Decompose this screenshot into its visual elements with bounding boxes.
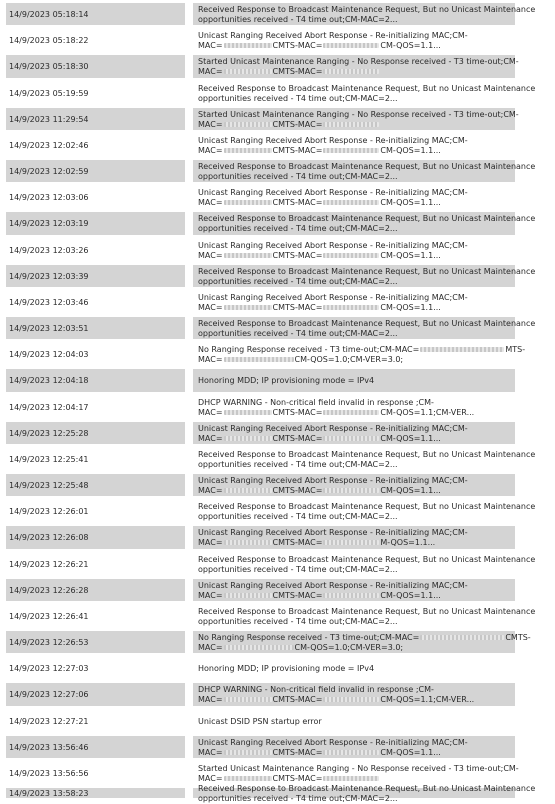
log-row [0,446,555,472]
log-text-segment: Received Response to Broadcast Maintenance Request, But no Unicast Maintenance [198,83,536,93]
log-text-segment: CMTS-MAC= [272,67,323,76]
log-description-line [198,449,536,460]
log-description [192,499,536,523]
log-timestamp: 14/9/2023 12:03:26 [5,238,186,262]
log-description-line [198,120,511,130]
log-text-segment: Received Response to Broadcast Maintenance Request, But no Unicast Maintenance [198,266,536,276]
log-description-line [198,344,526,355]
log-text-segment: CMTS-MAC= [272,145,323,155]
log-row [0,783,555,803]
log-text-segment: CMTS-MAC= [272,538,323,547]
log-text-segment: Received Response to Broadcast Maintenance Request, But no Unicast Maintenance [198,783,536,793]
log-text-segment: MAC= [198,119,223,129]
log-description [192,264,536,288]
log-description [192,656,516,680]
redacted-value [420,635,504,640]
log-text-segment: Received Response to Broadcast Maintenance Request, But no Unicast Maintenance [198,161,536,171]
log-description [192,552,536,576]
log-text-segment: No Ranging Response received - T3 time-out;CM-MAC= [198,632,420,642]
log-description-line [198,695,511,705]
log-text-segment: Received Response to Broadcast Maintenance Request, But no Unicast Maintenance [198,501,536,511]
log-description-line [198,424,511,434]
log-text-segment: Unicast Ranging Received Abort Response - Re-initializing MAC;CM- [198,240,468,250]
log-timestamp: 14/9/2023 12:27:03 [5,656,186,680]
log-description-line [198,783,536,794]
log-text-segment: DHCP WARNING - Non-critical field invalid in response ;CM- [198,397,434,407]
log-text-segment: Received Response to Broadcast Maintenance Request, But no Unicast Maintenance [198,606,536,616]
log-row [0,524,555,551]
log-row [0,420,555,446]
redacted-value [420,347,504,352]
log-timestamp: 14/9/2023 05:18:14 [5,2,186,26]
log-text-segment: CMTS-MAC= [272,302,323,312]
log-text-segment: MAC= [198,67,223,76]
log-row [0,734,555,760]
log-text-segment: opportunities received - T4 time out;CM-MAC=2... [198,171,398,181]
log-text-segment: opportunities received - T4 time out;CM-MAC=2... [198,459,398,469]
log-description-line [198,664,511,674]
log-text-segment: MAC= [198,354,223,364]
log-text-segment: Unicast Ranging Received Abort Response - Re-initializing MAC;CM- [198,135,468,145]
log-description-line [198,794,511,804]
log-text-segment: CMTS-MAC= [272,119,323,129]
log-timestamp: 14/9/2023 12:03:19 [5,211,186,236]
log-text-segment: CM-QOS=1.1... [380,40,441,50]
log-description [192,630,531,654]
log-text-segment: Unicast Ranging Received Abort Response - Re-initializing MAC;CM- [198,737,468,747]
log-timestamp: 14/9/2023 12:04:18 [5,368,186,393]
log-text-segment: CM-QOS=1.1... [380,250,441,260]
log-description-line [198,685,511,695]
log-text-segment: opportunities received - T4 time out;CM-MAC=2... [198,14,398,24]
log-text-segment: Unicast Ranging Received Abort Response - Re-initializing MAC;CM- [198,423,468,433]
log-description [192,395,516,419]
redacted-value [323,593,379,598]
log-description-line [198,146,511,156]
log-description-line [198,214,536,224]
log-description-line [198,398,511,408]
log-timestamp: 14/9/2023 12:03:51 [5,316,186,340]
log-timestamp: 14/9/2023 12:03:06 [5,185,186,209]
log-description-line [198,355,511,365]
log-description-line [198,31,511,41]
log-text-segment: MAC= [198,145,223,155]
log-row [0,132,555,158]
log-description [192,447,536,471]
log-description-line [198,460,511,470]
redacted-value [224,436,272,441]
log-text-segment: CM-QOS=1.1... [380,433,441,443]
log-row [0,603,555,629]
log-row [0,184,555,210]
redacted-value [224,305,272,310]
log-description-line [198,318,536,329]
log-text-segment: Unicast DSID PSN startup error [198,716,322,726]
redacted-value [224,357,294,362]
log-timestamp: 14/9/2023 12:25:41 [5,447,186,471]
log-timestamp: 14/9/2023 12:02:46 [5,133,186,157]
redacted-value [224,200,272,205]
log-description-line [198,57,519,67]
log-row [0,210,555,237]
log-text-segment: CM-QOS=1.1... [380,485,441,495]
log-text-segment: Received Response to Broadcast Maintenance Request, But no Unicast Maintenance [198,318,536,328]
log-row [0,237,555,263]
log-text-segment: MAC= [198,747,223,757]
log-description [192,133,516,157]
log-text-segment: opportunities received - T4 time out;CM-MAC=2... [198,93,398,103]
log-description-line [198,434,511,444]
redacted-value [323,43,379,48]
log-row [0,498,555,524]
log-description-line [198,408,511,418]
log-description-line [198,4,536,15]
log-description-line [198,643,511,653]
log-text-segment: MAC= [198,407,223,417]
log-description [192,761,519,785]
log-text-segment: CMTS- [505,632,531,642]
log-row [0,655,555,681]
log-description-line [198,774,511,784]
redacted-value [323,776,379,781]
log-text-segment: MAC= [198,485,223,495]
log-text-segment: CM-QOS=1.0;CM-VER=3.0; [294,354,404,364]
log-row [0,106,555,132]
log-row [0,1,555,27]
log-row [0,577,555,603]
log-description-line [198,717,511,727]
redacted-value [323,200,379,205]
log-description-line [198,512,511,522]
log-timestamp: 14/9/2023 11:29:54 [5,107,186,131]
log-description [192,2,536,26]
log-description-line [198,224,511,234]
log-description [192,525,516,550]
redacted-value [323,436,379,441]
log-text-segment: opportunities received - T4 time out;CM-MAC=2... [198,328,398,338]
log-row [0,263,555,289]
log-text-segment: CM-QOS=1.1... [380,747,441,757]
log-timestamp: 14/9/2023 13:56:56 [5,761,186,785]
log-description-line [198,266,536,277]
scrollbar[interactable] [540,0,555,800]
log-row [0,53,555,80]
redacted-value [323,253,379,258]
log-text-segment: opportunities received - T4 time out;CM-MAC=2... [198,564,398,574]
log-text-segment: CMTS-MAC= [272,590,323,600]
log-text-segment: Received Response to Broadcast Maintenance Request, But no Unicast Maintenance [198,214,536,223]
log-text-segment: CMTS-MAC= [272,695,323,704]
log-text-segment: Unicast Ranging Received Abort Response - Re-initializing MAC;CM- [198,187,468,197]
redacted-value [224,410,272,415]
log-text-segment: Honoring MDD; IP provisioning mode = IPv4 [198,663,375,673]
log-description-line [198,476,511,486]
log-description-line [198,748,511,758]
log-text-segment: CM-QOS=1.1... [380,197,441,207]
redacted-value [224,253,272,258]
log-timestamp: 14/9/2023 12:04:03 [5,342,186,366]
log-text-segment: opportunities received - T4 time out;CM-MAC=2... [198,793,398,803]
log-description-line [198,486,511,496]
log-text-segment: Unicast Ranging Received Abort Response - Re-initializing MAC;CM- [198,475,468,485]
redacted-value [224,697,272,702]
log-timestamp: 14/9/2023 12:26:53 [5,630,186,654]
log-description-line [198,67,511,77]
log-text-segment: Received Response to Broadcast Maintenance Request, But no Unicast Maintenance [198,554,536,564]
redacted-value [323,410,379,415]
log-text-segment: opportunities received - T4 time out;CM-MAC=2... [198,224,398,233]
log-description-line [198,277,511,287]
log-text-segment: CM-QOS=1.1;CM-VER... [380,407,475,417]
log-text-segment: CMTS-MAC= [272,773,323,783]
log-description [192,735,516,759]
redacted-value [323,305,379,310]
log-text-segment: opportunities received - T4 time out;CM-MAC=2... [198,616,398,626]
log-row [0,341,555,367]
log-text-segment: CMTS-MAC= [272,747,323,757]
log-text-segment: CM-QOS=1.1... [380,590,441,600]
redacted-value [224,488,272,493]
log-description-line [198,554,536,565]
log-timestamp: 14/9/2023 12:03:46 [5,290,186,314]
log-timestamp: 14/9/2023 12:26:01 [5,499,186,523]
redacted-value [224,69,272,74]
log-row [0,315,555,341]
log-row [0,760,555,786]
log-text-segment: MAC= [198,197,223,207]
log-text-segment: MAC= [198,590,223,600]
redacted-value [224,122,272,127]
log-row [0,367,555,394]
log-timestamp: 14/9/2023 12:27:06 [5,682,186,707]
log-timestamp: 14/9/2023 12:26:28 [5,578,186,602]
redacted-value [323,697,379,702]
log-description [192,107,519,131]
log-text-segment: CM-QOS=1.1;CM-VER... [380,695,475,704]
log-text-segment: Started Unicast Maintenance Ranging - No Response received - T3 time-out;CM- [198,57,519,66]
log-description-line [198,617,511,627]
log-description-line [198,83,536,94]
log-text-segment: Started Unicast Maintenance Ranging - No Response received - T3 time-out;CM- [198,109,519,119]
redacted-value [323,122,379,127]
log-text-segment: CMTS-MAC= [272,40,323,50]
log-row [0,681,555,708]
log-row [0,472,555,498]
log-row [0,551,555,577]
log-description [192,54,519,79]
log-text-segment: MAC= [198,538,223,547]
log-text-segment: Honoring MDD; IP provisioning mode = IPv4 [198,376,375,385]
log-description [192,421,516,445]
redacted-value [323,148,379,153]
log-text-segment: MAC= [198,302,223,312]
log-description [192,682,516,707]
log-text-segment: CM-QOS=1.1... [380,145,441,155]
log-text-segment: CMTS-MAC= [272,485,323,495]
log-timestamp: 14/9/2023 13:58:23 [5,787,186,799]
log-description-line [198,591,511,601]
log-description-line [198,738,511,748]
log-description-line [198,241,511,251]
log-text-segment: MAC= [198,40,223,50]
log-description-line [198,329,511,339]
log-timestamp: 14/9/2023 05:18:30 [5,54,186,79]
log-timestamp: 14/9/2023 12:26:21 [5,552,186,576]
log-description [192,368,516,393]
log-description [192,290,516,314]
log-text-segment: Unicast Ranging Received Abort Response - Re-initializing MAC;CM- [198,30,468,40]
log-description-line [198,109,519,120]
log-text-segment: DHCP WARNING - Non-critical field invalid in response ;CM- [198,685,434,694]
log-text-segment: opportunities received - T4 time out;CM-MAC=2... [198,511,398,521]
log-description [192,238,516,262]
log-description-line [198,161,536,172]
log-timestamp: 14/9/2023 12:26:08 [5,525,186,550]
log-text-segment: CMTS-MAC= [272,407,323,417]
log-text-segment: opportunities received - T4 time out;CM-MAC=2... [198,276,398,286]
log-description [192,185,516,209]
log-text-segment: M-QOS=1.1... [380,538,436,547]
log-text-segment: MAC= [198,642,223,652]
redacted-value [224,148,272,153]
log-description-line [198,15,511,25]
log-text-segment: Unicast Ranging Received Abort Response - Re-initializing MAC;CM- [198,528,468,537]
redacted-value [224,750,272,755]
log-description [192,316,536,340]
log-row [0,394,555,420]
redacted-value [323,69,379,74]
log-description [192,578,516,602]
log-text-segment: CM-QOS=1.0;CM-VER=3.0; [294,642,404,652]
log-description [192,783,536,803]
log-text-segment: MTS- [505,344,526,354]
log-text-segment: Unicast Ranging Received Abort Response - Re-initializing MAC;CM- [198,580,468,590]
log-text-segment: CM-QOS=1.1... [380,302,441,312]
log-description-line [198,538,511,548]
log-description [192,211,536,236]
log-text-segment: MAC= [198,250,223,260]
log-description-line [198,606,536,617]
redacted-value [323,488,379,493]
log-timestamp: 14/9/2023 12:27:21 [5,709,186,733]
redacted-value [224,593,272,598]
log-text-segment: Received Response to Broadcast Maintenance Request, But no Unicast Maintenance [198,449,536,459]
redacted-value [224,43,272,48]
log-description-line [198,763,519,774]
log-description [192,709,516,733]
log-row [0,158,555,184]
log-description [192,159,536,183]
log-description-line [198,172,511,182]
log-row [0,27,555,53]
log-text-segment: No Ranging Response received - T3 time-out;CM-MAC= [198,344,420,354]
log-row [0,80,555,106]
log-timestamp: 14/9/2023 12:02:59 [5,159,186,183]
redacted-value [224,776,272,781]
log-description-line [198,293,511,303]
log-row [0,629,555,655]
log-text-segment: Unicast Ranging Received Abort Response - Re-initializing MAC;CM- [198,292,468,302]
log-timestamp: 14/9/2023 12:04:17 [5,395,186,419]
log-timestamp: 14/9/2023 12:03:39 [5,264,186,288]
log-description-line [198,303,511,313]
log-timestamp: 14/9/2023 12:26:41 [5,604,186,628]
log-timestamp: 14/9/2023 12:25:28 [5,421,186,445]
log-description [192,604,536,628]
log-description-line [198,188,511,198]
log-description-line [198,376,511,386]
log-text-segment: MAC= [198,695,223,704]
log-description-line [198,251,511,261]
log-text-segment: MAC= [198,773,223,783]
log-text-segment: CMTS-MAC= [272,197,323,207]
log-text-segment: CMTS-MAC= [272,433,323,443]
log-description-line [198,632,531,643]
log-timestamp: 14/9/2023 12:25:48 [5,473,186,497]
log-description-line [198,198,511,208]
log-description [192,28,516,52]
log-text-segment: CMTS-MAC= [272,250,323,260]
log-description-line [198,565,511,575]
log-row [0,708,555,734]
log-timestamp: 14/9/2023 13:56:46 [5,735,186,759]
log-text-segment: Started Unicast Maintenance Ranging - No Response received - T3 time-out;CM- [198,763,519,773]
log-description [192,81,536,105]
log-text-segment: MAC= [198,433,223,443]
log-description-line [198,136,511,146]
log-description-line [198,501,536,512]
log-timestamp: 14/9/2023 05:19:59 [5,81,186,105]
redacted-value [323,750,379,755]
redacted-value [323,540,379,545]
log-description-line [198,581,511,591]
log-text-segment: Received Response to Broadcast Maintenance Request, But no Unicast Maintenance [198,4,536,14]
log-row [0,289,555,315]
redacted-value [224,540,272,545]
redacted-value [224,645,294,650]
log-description [192,342,526,366]
log-description [192,473,516,497]
log-description-line [198,94,511,104]
log-description-line [198,528,511,538]
log-timestamp: 14/9/2023 05:18:22 [5,28,186,52]
log-description-line [198,41,511,51]
